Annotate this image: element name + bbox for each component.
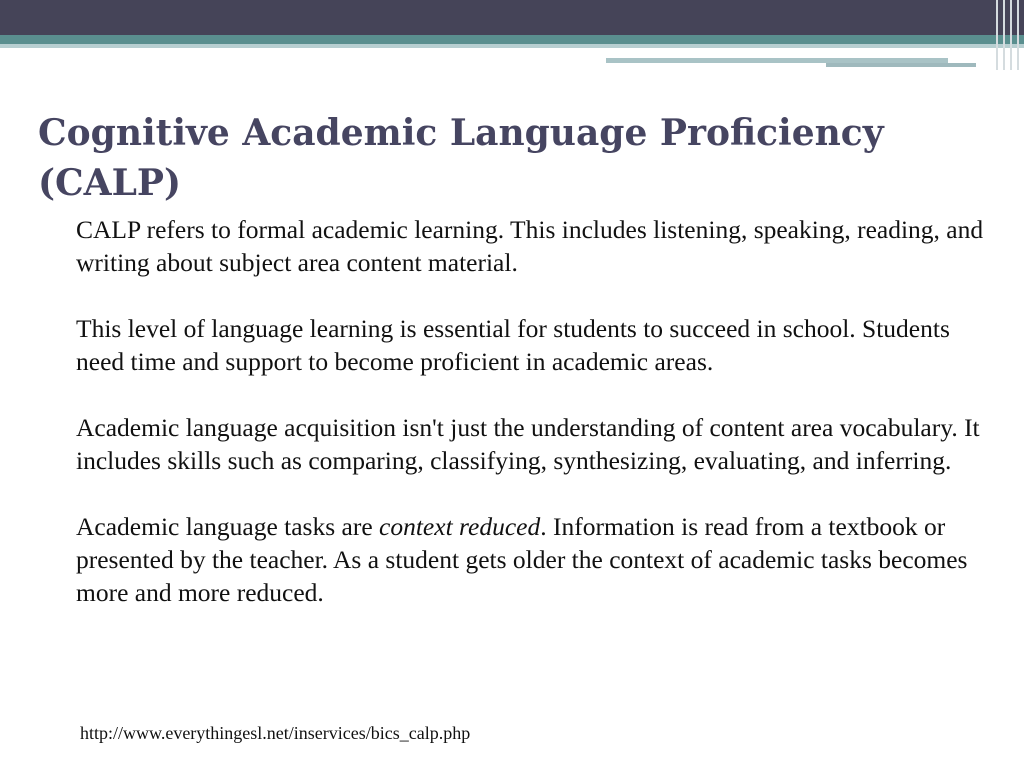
slide-body: [76, 213, 996, 609]
body-paragraph: CALP refers to formal academic learning. This includes listening, speaking, reading, and writing about subject area content material.: [76, 215, 984, 277]
header-stripe: [1003, 0, 1005, 70]
body-paragraph-last: [76, 510, 996, 609]
source-link[interactable]: http://www.everythingesl.net/inservices/bics_calp.php: [80, 723, 471, 743]
header-band-teal: [0, 35, 1024, 44]
body-text-segment: Academic language tasks are: [76, 512, 380, 541]
body-text-segment: . Information is read from a textbook or presented by the teacher. As a student gets older the context of academic tasks becomes more and more reduced.: [76, 512, 968, 607]
emphasis-text: context reduced: [379, 512, 541, 541]
header-band-dark: [0, 0, 1024, 35]
body-paragraph: Academic language acquisition isn't just the understanding of content area vocabulary. It includes skills such as comparing, classifying, synthesizing, evaluating, and inferring.: [76, 413, 980, 475]
header-accent-line-short: [826, 63, 976, 67]
slide-title: Cognitive Academic Language Proficiency (CALP): [38, 112, 884, 204]
header-stripe: [1017, 0, 1019, 70]
body-paragraph: This level of language learning is essential for students to succeed in school. Students need time and support to become proficient in academic areas.: [76, 314, 950, 376]
header-stripe: [1010, 0, 1012, 70]
header-stripe: [996, 0, 998, 70]
